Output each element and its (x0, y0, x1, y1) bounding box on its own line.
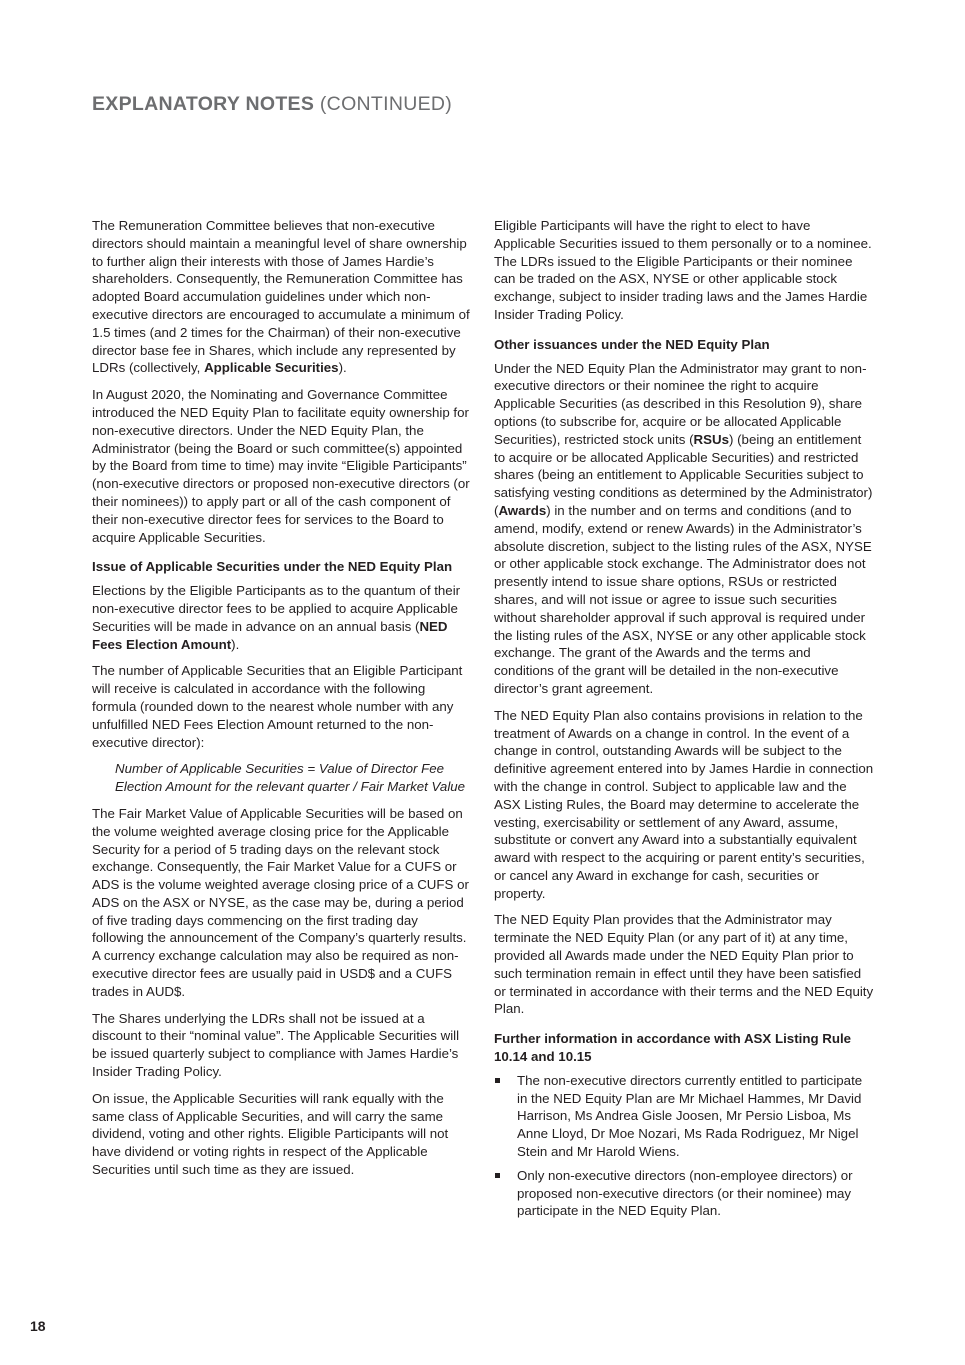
paragraph-text: ). (338, 360, 347, 376)
list-item (494, 1072, 874, 1161)
paragraph-remuneration (92, 217, 472, 377)
bullet-icon (495, 1078, 500, 1083)
title-continued: (CONTINUED) (319, 93, 453, 115)
bullet-icon (495, 1173, 500, 1178)
paragraph-text: The Remuneration Committee believes that non-executive directors should maintain a meaningful level of share ownership to further align their interests with those of James Hardie’s shareholders. Consequently, the Remuneration Committee has adopted Board accumulation guidelines under which non-executive directors are encouraged to accumulate a minimum of 1.5 times (and 2 times for the Chairman) of their non-executive director base fee in Shares, which include any represented by LDRs (collectively, (92, 218, 470, 376)
paragraph-text: ) in the number and on terms and conditions (and to amend, modify, extend or renew Awards) in the Administrator’s absolute discretion, subject to the listing rules of the ASX, NYSE or other applicable stock exchange. The Administrator does not presently intend to issue share options, RSUs or restricted shares, and will not issue or agree to issue such securities without shareholder approval if such approval is required under the listing rules of the ASX, NYSE or any other applicable stock exchange. The grant of the Awards and the terms and conditions of the grant will be detailed in the non-executive director’s grant agreement. (494, 502, 872, 696)
paragraph-change-in-control: The NED Equity Plan also contains provisions in relation to the treatment of Awards on a change in control. In the event of a change in control, outstanding Awards will be subject to the definitive agreement entered into by James Hardie in connection with the change in control. Subject to applicable law and the ASX Listing Rules, the Board may determine to accelerate the vesting, exercisability or settlement of any Award, assume, substitute or convert any Award into a substantially equivalent award with respect to the acquiring or parent entity’s securities, or cancel any Award in exchange for cash, securities or property. (494, 707, 874, 901)
paragraph-other-issuances (494, 360, 874, 698)
paragraph-text: Under the NED Equity Plan the Administrator may grant to non-executive directors or their nominee the right to acquire Applicable Securities (as described in this Resolution 9), share options (to subscribe for, acquire or be allocated Applicable Securities), restricted stock units ( (494, 360, 867, 447)
left-column (92, 217, 472, 1188)
paragraph-termination: The NED Equity Plan provides that the Administrator may terminate the NED Equity Plan (or any part of it) at any time, provided all Awards made under the NED Equity Plan prior to such termination remain in effect until they have been satisfied or terminated in accordance with their terms and the NED Equity Plan. (494, 912, 874, 1017)
page-number: 18 (30, 1318, 46, 1334)
paragraph-number-securities: The number of Applicable Securities that an Eligible Participant will receive is calculated in accordance with the following formula (rounded down to the nearest whole number with any unfulfilled NED Fees Election Amount returned to the non-executive director): (92, 663, 463, 750)
right-column (494, 217, 874, 1226)
paragraph-elections (92, 582, 472, 653)
paragraph-text: ). (231, 636, 240, 652)
defined-term: Awards (498, 502, 547, 518)
list-item (494, 1167, 874, 1220)
defined-term: NED Fees Election Amount (92, 618, 448, 652)
paragraph-rank-equally: On issue, the Applicable Securities will rank equally with the same class of Applicable Securities, and will carry the same dividend, voting and other rights. Eligible Participants will not have dividend or voting rights in respect of the Applicable Securities until such time as they are issued. (92, 1090, 449, 1178)
formula-text: Number of Applicable Securities = Value of Director Fee Election Amount for the relevant quarter / Fair Market Value (115, 761, 466, 795)
heading-asx-listing-rule: Further information in accordance with ASX Listing Rule 10.14 and 10.15 (494, 1031, 852, 1065)
paragraph-ned-plan-intro: In August 2020, the Nominating and Governance Committee introduced the NED Equity Plan to facilitate equity ownership for non-executive directors. Under the NED Equity Plan, the Administrator (being the Board or such committee(s) appointed by the Board from time to time) may invite “Eligible Participants” (non-executive directors or proposed non-executive directors (or their nominees)) to apply part or all of the cash component of their non-executive director fees for services to the Board to acquire Applicable Securities. (92, 387, 470, 545)
heading-other-issuances: Other issuances under the NED Equity Plan (494, 336, 770, 352)
list-item-text: The non-executive directors currently entitled to participate in the NED Equity Plan are Mr Michael Hammes, Mr David Harrison, Ms Andrea Gisle Joosen, Mr Persio Lisboa, Ms Anne Lloyd, Dr Moe Nozari, Ms Rada Rodriguez, Mr Nigel Stein and Mr Harold Wiens. (517, 1072, 863, 1160)
defined-term: RSUs (693, 431, 729, 447)
paragraph-fair-market-value: The Fair Market Value of Applicable Securities will be based on the volume weighted average closing price for the Applicable Security for a period of 5 trading days on the relevant stock exchange. Consequently, the Fair Market Value for a CUFS or ADS is the volume weighted average closing price of a CUFS or ADS on the ASX or NYSE, as the case may be, during a period of five trading days commencing on the first trading day following the announcement of the Company’s quarterly results. A currency exchange calculation may also be required as non-executive director fees are usually paid in USD$ and a CUFS trades in AUD$. (92, 805, 469, 999)
paragraph-text: Elections by the Eligible Participants as to the quantum of their non-executive director fees to be applied to acquire Applicable Securities will be made in advance on an annual basis ( (92, 583, 461, 634)
defined-term: Applicable Securities (204, 360, 339, 376)
page-title (92, 93, 452, 116)
title-main: EXPLANATORY NOTES (92, 93, 315, 115)
paragraph-eligible-participants: Eligible Participants will have the right to elect to have Applicable Securities issued to them personally or to a nominee. The LDRs issued to the Eligible Participants or their nominee can be traded on the ASX, NYSE or other applicable stock exchange, subject to insider trading laws and the James Hardie Insider Trading Policy. (494, 218, 872, 322)
paragraph-text: ) (being an entitlement to acquire or be allocated Applicable Securities) and restricted shares (being an entitlement to Applicable Securities subject to satisfying vesting conditions as determined by the Administrator) ( (494, 431, 873, 518)
list-item-text: Only non-executive directors (non-employee directors) or proposed non-executive directors (or their nominee) may participate in the NED Equity Plan. (517, 1167, 853, 1219)
paragraph-nominal-value: The Shares underlying the LDRs shall not be issued at a discount to their “nominal value”. The Applicable Securities will be issued quarterly subject to compliance with James Hardie’s Insider Trading Policy. (92, 1010, 460, 1080)
bullet-list (494, 1072, 874, 1220)
heading-issue-securities: Issue of Applicable Securities under the NED Equity Plan (92, 559, 453, 575)
